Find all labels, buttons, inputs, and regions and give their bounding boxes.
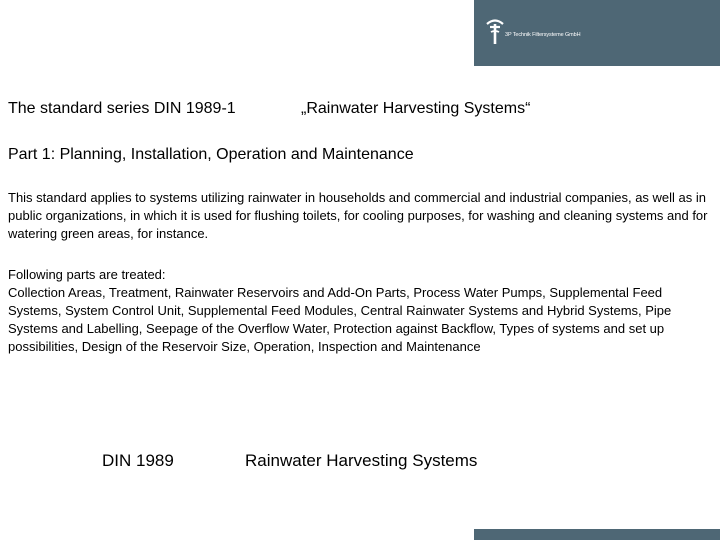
intro-paragraph: This standard applies to systems utilizing rainwater in households and commercial and industrial companies, as well as in public organizations, in which it is used for flushing toilets, for cooling purposes, for washing and cleaning systems and for watering green areas, for instance. (8, 190, 708, 241)
parts-heading: Following parts are treated: (8, 267, 166, 282)
footer-code: DIN 1989 (102, 451, 174, 470)
parts-list: Collection Areas, Treatment, Rainwater Reservoirs and Add-On Parts, Process Water Pumps, Supplemental Feed Systems, System Control Unit, Supplemental Feed Modules, Central Rainwater Systems and Hybrid Systems, Pipe Systems and Labelling, Seepage of the Overflow Water, Protection against Backflow, Types of systems and set up possibilities, Design of the Reservoir Size, Operation, Inspection and Maintenance (8, 285, 672, 354)
company-name: 3P Technik Filtersysteme GmbH (505, 32, 581, 38)
title-series: The standard series DIN 1989-1 (8, 100, 236, 117)
logo-mark-icon (486, 18, 504, 46)
subtitle: Part 1: Planning, Installation, Operation and Maintenance (8, 146, 414, 163)
footer-title: Rainwater Harvesting Systems (245, 451, 478, 470)
title-name: „Rainwater Harvesting Systems“ (301, 100, 531, 117)
company-logo (486, 18, 586, 46)
bottom-bar (474, 529, 720, 540)
